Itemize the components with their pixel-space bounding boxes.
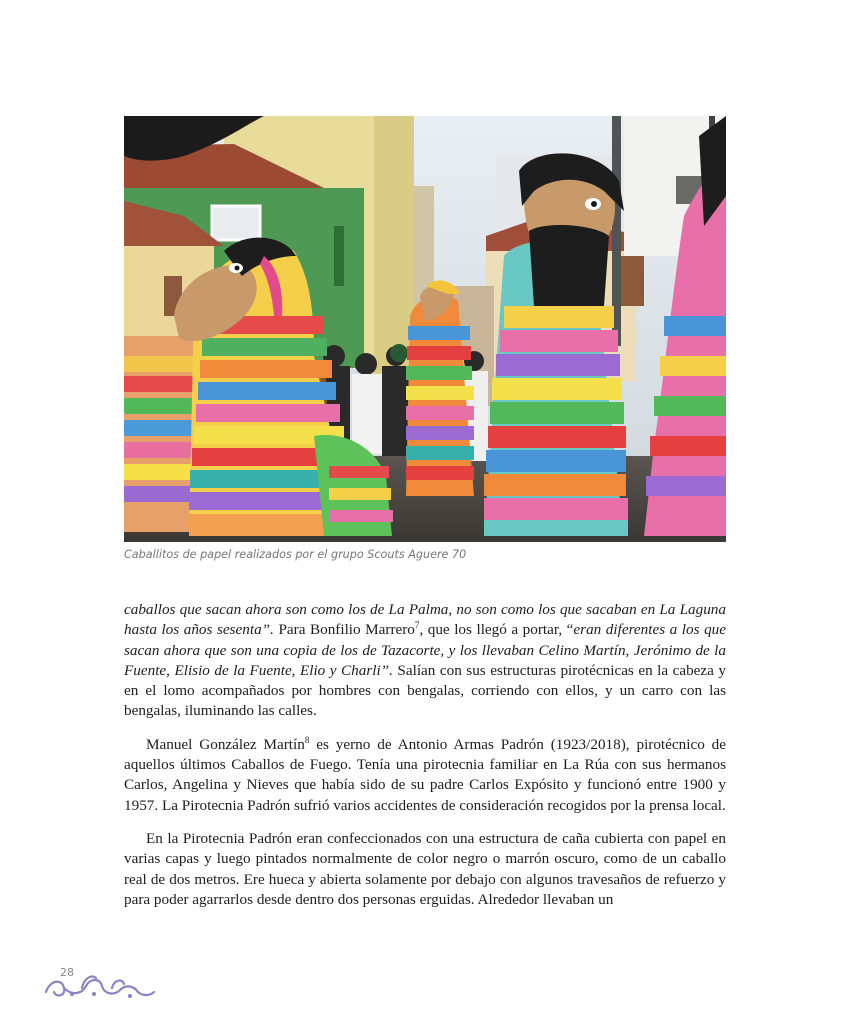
quote-1: caballos que sacan ahora son como los de La Palma, no son como los que sacaban en La Laguna hasta los años sesenta”. — [124, 601, 726, 639]
paragraph-1-text-3: Salían con sus estructuras pirotécnicas en la cabeza y en el lomo acompañados por hombres con bengalas, corriendo con ellos, y un carro con las bengalas, iluminando las calles. — [124, 661, 726, 720]
footnote-ref-7: 7 — [414, 620, 420, 631]
page-number: 28 — [60, 966, 74, 979]
paragraph-3: En la Pirotecnia Padrón eran confeccionados con una estructura de caña cubierta con papel en varias capas y luego pintados normalmente de color negro o marrón oscuro, como de un caballo real de dos metros. Ere hueca y abierta solamente por debajo con algunos travesaños de refuerzo y para poder agarrarlos desde dentro dos personas erguidas. Alrededor llevaban un — [124, 829, 726, 908]
paragraph-2-text-1: Manuel González Martín — [146, 735, 305, 753]
body-text — [124, 600, 726, 923]
festival-photo — [124, 116, 726, 542]
paragraph-1-text-2: , que los llegó a portar, “ — [419, 621, 574, 639]
paragraph-1 — [124, 600, 726, 722]
quote-2: eran diferentes a los que sacan ahora que son una copia de los de Tazacorte, y los llevaban Celino Martín, Jerónimo de la Fuente, Elisio de la Fuente, Elio y Charli”. — [124, 621, 727, 679]
paragraph-2 — [124, 735, 726, 816]
footnote-ref-8: 8 — [304, 734, 310, 745]
paragraph-2-text-2: es yerno de Antonio Armas Padrón (1923/2018), pirotécnico de aquellos últimos Caballos de Fuego. Tenía una pirotecnia familiar en La Rúa con sus hermanos Carlos, Angelina y Nieves que había sido de su padre Carlos Expósito y funcionó entre 1900 y 1957. La Pirotecnia Padrón sufrió varios accidentes de consideración recogidos por la prensa local. — [124, 735, 726, 814]
photo-caption: Caballitos de papel realizados por el grupo Scouts Aguere 70 — [124, 548, 467, 561]
paragraph-1-text-1: Para Bonfilio Marrero — [273, 621, 415, 639]
